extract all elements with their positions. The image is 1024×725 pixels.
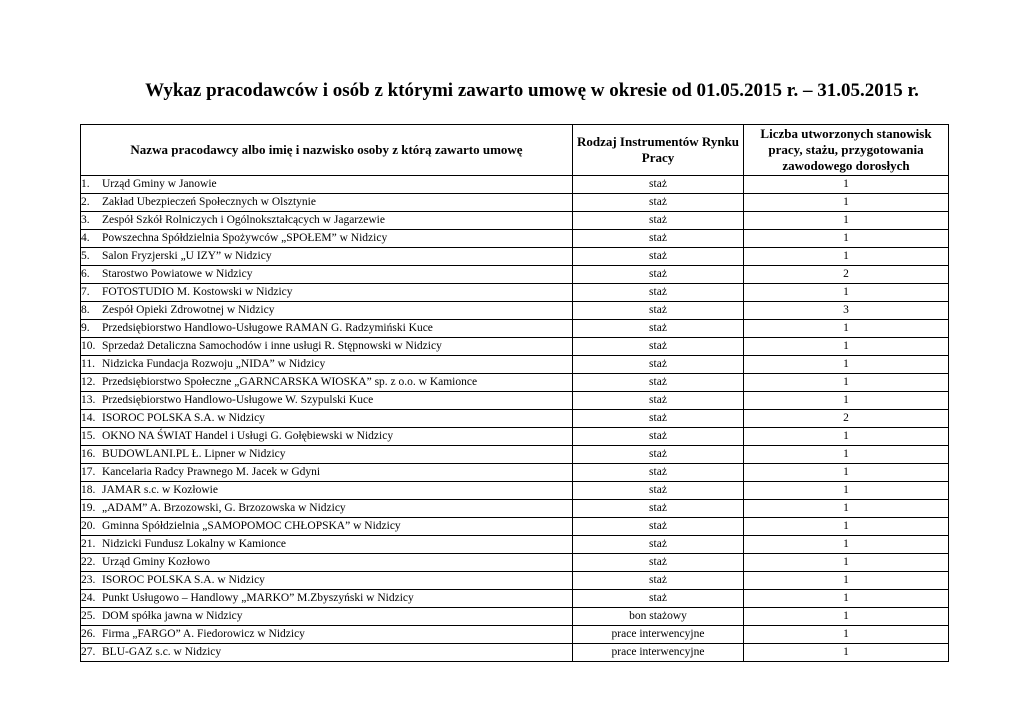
employer-name-cell: [81, 482, 573, 500]
employer-name-cell: [81, 320, 573, 338]
employer-name: Przedsiębiorstwo Społeczne „GARNCARSKA WIOSKA” sp. z o.o. w Kamionce: [102, 376, 478, 388]
positions-count-cell: 2: [744, 410, 949, 428]
employer-name-cell: [81, 356, 573, 374]
row-number: 9.: [81, 322, 90, 334]
employer-name-cell: [81, 194, 573, 212]
table-row: [81, 590, 949, 608]
table-row: [81, 194, 949, 212]
employer-name-cell: [81, 302, 573, 320]
table-row: [81, 482, 949, 500]
employer-name: Przedsiębiorstwo Handlowo-Usługowe RAMAN G. Radzymiński Kuce: [102, 322, 433, 334]
instrument-kind-cell: staż: [573, 482, 744, 500]
positions-count-cell: 1: [744, 176, 949, 194]
row-number: 8.: [81, 304, 90, 316]
instrument-kind-cell: staż: [573, 572, 744, 590]
row-number: 15.: [81, 430, 96, 442]
employer-name-cell: [81, 284, 573, 302]
table-row: [81, 356, 949, 374]
employer-name: Punkt Usługowo – Handlowy „MARKO” M.Zbyszyński w Nidzicy: [102, 592, 414, 604]
positions-count-cell: 1: [744, 626, 949, 644]
employer-name: Salon Fryzjerski „U IZY” w Nidzicy: [102, 250, 272, 262]
row-number: 20.: [81, 520, 96, 532]
employer-name-cell: [81, 554, 573, 572]
employer-name-cell: [81, 230, 573, 248]
employer-name: BUDOWLANI.PL Ł. Lipner w Nidzicy: [102, 448, 286, 460]
row-number: 23.: [81, 574, 96, 586]
positions-count-cell: 2: [744, 266, 949, 284]
table-row: [81, 230, 949, 248]
employer-name-cell: [81, 266, 573, 284]
positions-count-cell: 1: [744, 230, 949, 248]
row-number: 6.: [81, 268, 90, 280]
row-number: 1.: [81, 178, 90, 190]
table-row: [81, 266, 949, 284]
row-number: 17.: [81, 466, 96, 478]
row-number: 27.: [81, 646, 96, 658]
instrument-kind-cell: staż: [573, 374, 744, 392]
positions-count-cell: 1: [744, 572, 949, 590]
employer-name: Sprzedaż Detaliczna Samochodów i inne usługi R. Stępnowski w Nidzicy: [102, 340, 442, 352]
instrument-kind-cell: staż: [573, 176, 744, 194]
table-header-row: [81, 125, 949, 176]
employer-name-cell: [81, 176, 573, 194]
positions-count-cell: 1: [744, 446, 949, 464]
table-row: [81, 176, 949, 194]
employer-name: Firma „FARGO” A. Fiedorowicz w Nidzicy: [102, 628, 305, 640]
positions-count-cell: 1: [744, 536, 949, 554]
table-row: [81, 338, 949, 356]
employer-name-cell: [81, 608, 573, 626]
employer-name: ISOROC POLSKA S.A. w Nidzicy: [102, 412, 265, 424]
positions-count-cell: 1: [744, 608, 949, 626]
employer-name-cell: [81, 626, 573, 644]
table-row: [81, 500, 949, 518]
table-row: [81, 536, 949, 554]
employer-name-cell: [81, 428, 573, 446]
employer-name-cell: [81, 212, 573, 230]
employer-name: BLU-GAZ s.c. w Nidzicy: [102, 646, 222, 658]
table-row: [81, 302, 949, 320]
row-number: 19.: [81, 502, 96, 514]
employer-name-cell: [81, 590, 573, 608]
instrument-kind-cell: staż: [573, 554, 744, 572]
positions-count-cell: 1: [744, 482, 949, 500]
instrument-kind-cell: staż: [573, 392, 744, 410]
instrument-kind-cell: bon stażowy: [573, 608, 744, 626]
instrument-kind-cell: staż: [573, 230, 744, 248]
employer-name-cell: [81, 392, 573, 410]
row-number: 7.: [81, 286, 90, 298]
instrument-kind-cell: staż: [573, 590, 744, 608]
positions-count-cell: 1: [744, 374, 949, 392]
row-number: 4.: [81, 232, 90, 244]
employer-name-cell: [81, 446, 573, 464]
instrument-kind-cell: staż: [573, 212, 744, 230]
instrument-kind-cell: staż: [573, 410, 744, 428]
row-number: 10.: [81, 340, 96, 352]
page-title: Wykaz pracodawców i osób z którymi zawarto umowę w okresie od 01.05.2015 r. – 31.05.2015 r.: [145, 80, 919, 101]
employer-name: Nidzicki Fundusz Lokalny w Kamionce: [102, 538, 286, 550]
table-row: [81, 644, 949, 662]
positions-count-cell: 1: [744, 500, 949, 518]
instrument-kind-cell: staż: [573, 500, 744, 518]
positions-count-cell: 1: [744, 212, 949, 230]
positions-count-cell: 1: [744, 338, 949, 356]
employer-name: Zespół Szkół Rolniczych i Ogólnokształcących w Jagarzewie: [102, 214, 385, 226]
table-row: [81, 518, 949, 536]
employer-name: Kancelaria Radcy Prawnego M. Jacek w Gdyni: [102, 466, 321, 478]
row-number: 22.: [81, 556, 96, 568]
instrument-kind-cell: staż: [573, 356, 744, 374]
employer-name: „ADAM” A. Brzozowski, G. Brzozowska w Nidzicy: [102, 502, 346, 514]
row-number: 26.: [81, 628, 96, 640]
table-row: [81, 554, 949, 572]
positions-count-cell: 1: [744, 284, 949, 302]
employer-name-cell: [81, 338, 573, 356]
positions-count-cell: 1: [744, 392, 949, 410]
table-body: [81, 176, 949, 662]
positions-count-cell: 1: [744, 356, 949, 374]
employer-name-cell: [81, 374, 573, 392]
instrument-kind-cell: staż: [573, 518, 744, 536]
employer-name: Starostwo Powiatowe w Nidzicy: [102, 268, 253, 280]
table-row: [81, 446, 949, 464]
row-number: 13.: [81, 394, 96, 406]
employer-name: DOM spółka jawna w Nidzicy: [102, 610, 243, 622]
table-row: [81, 284, 949, 302]
row-number: 5.: [81, 250, 90, 262]
positions-count-cell: 1: [744, 248, 949, 266]
employer-name: Przedsiębiorstwo Handlowo-Usługowe W. Szypulski Kuce: [102, 394, 374, 406]
header-positions-count: Liczba utworzonych stanowisk pracy, stażu, przygotowania zawodowego dorosłych: [744, 125, 949, 176]
positions-count-cell: 1: [744, 464, 949, 482]
instrument-kind-cell: staż: [573, 194, 744, 212]
instrument-kind-cell: staż: [573, 428, 744, 446]
employers-table: [80, 124, 949, 662]
employer-name: JAMAR s.c. w Kozłowie: [102, 484, 218, 496]
instrument-kind-cell: staż: [573, 536, 744, 554]
employer-name-cell: [81, 500, 573, 518]
positions-count-cell: 1: [744, 320, 949, 338]
table-row: [81, 464, 949, 482]
employer-name: Zakład Ubezpieczeń Społecznych w Olsztynie: [102, 196, 316, 208]
employer-name: Powszechna Spółdzielnia Spożywców „SPOŁEM” w Nidzicy: [102, 232, 388, 244]
instrument-kind-cell: staż: [573, 446, 744, 464]
positions-count-cell: 1: [744, 644, 949, 662]
table-row: [81, 212, 949, 230]
row-number: 25.: [81, 610, 96, 622]
instrument-kind-cell: staż: [573, 464, 744, 482]
row-number: 14.: [81, 412, 96, 424]
employer-name: FOTOSTUDIO M. Kostowski w Nidzicy: [102, 286, 293, 298]
employer-name-cell: [81, 410, 573, 428]
table-row: [81, 626, 949, 644]
row-number: 24.: [81, 592, 96, 604]
positions-count-cell: 1: [744, 518, 949, 536]
instrument-kind-cell: staż: [573, 248, 744, 266]
employer-name-cell: [81, 248, 573, 266]
employer-name-cell: [81, 572, 573, 590]
employer-name: Urząd Gminy Kozłowo: [102, 556, 210, 568]
employer-name: Gminna Spółdzielnia „SAMOPOMOC CHŁOPSKA” w Nidzicy: [102, 520, 401, 532]
row-number: 18.: [81, 484, 96, 496]
row-number: 2.: [81, 196, 90, 208]
positions-count-cell: 1: [744, 194, 949, 212]
row-number: 3.: [81, 214, 90, 226]
instrument-kind-cell: staż: [573, 320, 744, 338]
positions-count-cell: 1: [744, 554, 949, 572]
positions-count-cell: 1: [744, 590, 949, 608]
employer-name-cell: [81, 464, 573, 482]
employer-name-cell: [81, 536, 573, 554]
instrument-kind-cell: staż: [573, 338, 744, 356]
employer-name: OKNO NA ŚWIAT Handel i Usługi G. Gołębiewski w Nidzicy: [102, 430, 394, 442]
instrument-kind-cell: prace interwencyjne: [573, 626, 744, 644]
header-instrument-kind: Rodzaj Instrumentów Rynku Pracy: [573, 125, 744, 176]
employer-name: ISOROC POLSKA S.A. w Nidzicy: [102, 574, 265, 586]
table-row: [81, 428, 949, 446]
positions-count-cell: 1: [744, 428, 949, 446]
employer-name: Nidzicka Fundacja Rozwoju „NIDA” w Nidzicy: [102, 358, 326, 370]
employer-name: Zespół Opieki Zdrowotnej w Nidzicy: [102, 304, 275, 316]
positions-count-cell: 3: [744, 302, 949, 320]
employer-name-cell: [81, 644, 573, 662]
row-number: 21.: [81, 538, 96, 550]
header-employer-name: Nazwa pracodawcy albo imię i nazwisko osoby z którą zawarto umowę: [81, 125, 573, 176]
employer-name-cell: [81, 518, 573, 536]
row-number: 11.: [81, 358, 95, 370]
table-row: [81, 608, 949, 626]
table-row: [81, 320, 949, 338]
employer-name: Urząd Gminy w Janowie: [102, 178, 217, 190]
table-row: [81, 248, 949, 266]
instrument-kind-cell: staż: [573, 302, 744, 320]
instrument-kind-cell: prace interwencyjne: [573, 644, 744, 662]
instrument-kind-cell: staż: [573, 284, 744, 302]
instrument-kind-cell: staż: [573, 266, 744, 284]
table-row: [81, 410, 949, 428]
table-row: [81, 572, 949, 590]
row-number: 12.: [81, 376, 96, 388]
table-row: [81, 392, 949, 410]
table-row: [81, 374, 949, 392]
row-number: 16.: [81, 448, 96, 460]
